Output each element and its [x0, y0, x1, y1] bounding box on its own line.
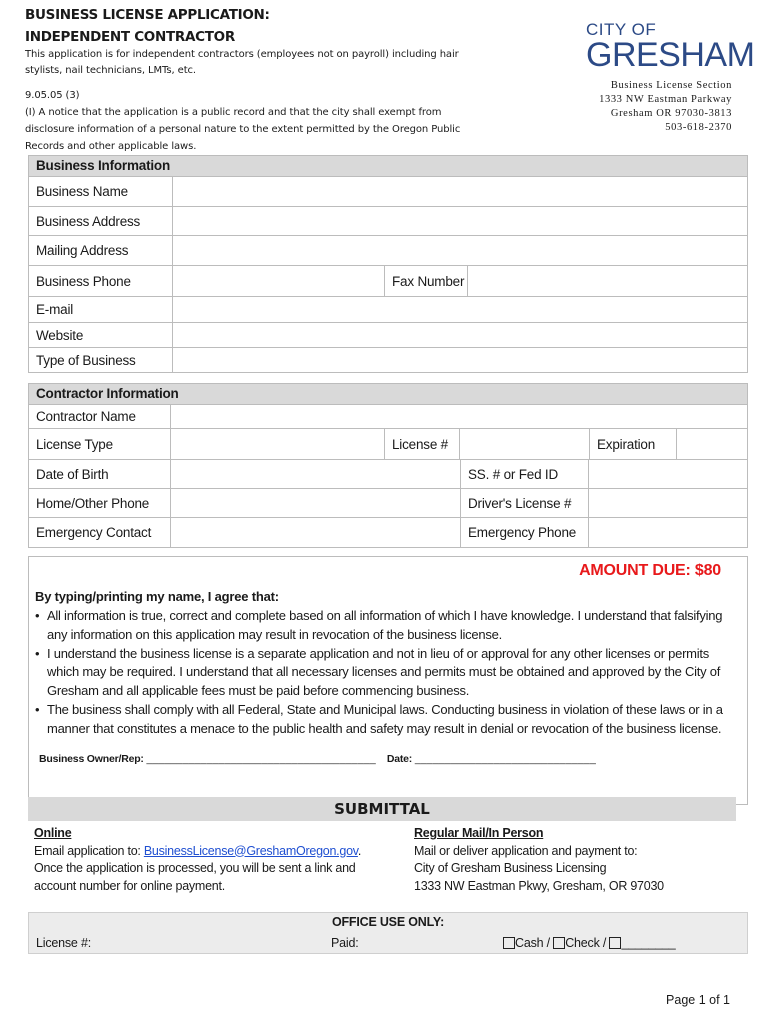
check-label: Check / — [565, 936, 607, 950]
drivers-license-field[interactable] — [589, 489, 747, 517]
emergency-row — [29, 517, 747, 547]
business-type-row — [29, 347, 747, 372]
intro-text: This application is for independent contractors (employees not on payroll) including hair stylists, nail technicians, LMTs, etc. — [25, 49, 459, 76]
business-address-field[interactable] — [173, 207, 747, 235]
office-line2: 1333 NW Eastman Parkway — [599, 94, 732, 105]
agreement-title: By typing/printing my name, I agree that: — [35, 589, 279, 604]
license-row — [29, 428, 747, 459]
agreement-bullet-3: • The business shall comply with all Federal, State and Municipal laws. Conducting business in violation of these laws or in a manner that constitutes a menace to the public health and safety may result in denial or revocation of the business license. — [35, 701, 723, 736]
mail-submittal — [414, 825, 744, 895]
online-title: Online — [34, 826, 72, 840]
business-type-label: Type of Business — [36, 352, 136, 368]
business-info-heading: Business Information — [29, 156, 747, 176]
mailing-address-row — [29, 235, 747, 265]
mailing-address-label: Mailing Address — [36, 243, 129, 258]
business-type-field[interactable] — [173, 348, 747, 372]
notice-ref: 9.05.05 (3) — [25, 90, 80, 101]
public-record-notice — [25, 87, 475, 155]
contractor-info-heading: Contractor Information — [29, 384, 747, 404]
signature-line — [39, 753, 596, 765]
agreement-bullets — [35, 607, 735, 739]
agreement-bullet-2: • I understand the business license is a separate application and not in lieu of or approval for any other licenses or permits which may be required. I understand that all necessary licenses and permits must be obtained and approved by the City of Gresham and all applicable fees must be paid before commencing business. — [35, 645, 721, 699]
business-name-row — [29, 176, 747, 206]
ssn-field[interactable] — [589, 460, 747, 488]
mail-line1: Mail or deliver application and payment to: — [414, 843, 638, 858]
business-info-section — [28, 155, 748, 373]
drivers-license-label: Driver's License # — [468, 495, 572, 511]
logo-gresham: GRESHAM — [586, 36, 755, 74]
home-phone-label: Home/Other Phone — [36, 495, 150, 511]
home-phone-row — [29, 488, 747, 517]
online-instructions: Once the application is processed, you will be sent a link and account number for online payment. — [34, 861, 356, 893]
license-type-field[interactable] — [171, 429, 384, 459]
mail-line3: 1333 NW Eastman Pkwy, Gresham, OR 97030 — [414, 878, 664, 893]
business-name-label: Business Name — [36, 184, 128, 199]
license-type-label: License Type — [36, 436, 113, 452]
business-name-field[interactable] — [173, 177, 747, 206]
emergency-phone-field[interactable] — [589, 518, 747, 547]
mail-title: Regular Mail/In Person — [414, 826, 544, 840]
website-row — [29, 322, 747, 347]
other-line: ________ — [621, 936, 676, 950]
license-number-field[interactable] — [460, 429, 589, 459]
home-phone-field[interactable] — [171, 489, 460, 517]
contractor-name-field[interactable] — [171, 405, 747, 428]
date-label: Date: — [386, 753, 413, 765]
owner-rep-label: Business Owner/Rep: — [39, 753, 144, 765]
expiration-field[interactable] — [677, 429, 747, 459]
form-title-line1: BUSINESS LICENSE APPLICATION: — [25, 7, 270, 23]
email-link[interactable]: BusinessLicense@GreshamOregon.gov — [143, 843, 358, 858]
ssn-label: SS. # or Fed ID — [468, 466, 559, 482]
online-submittal — [34, 825, 374, 895]
contractor-name-label: Contractor Name — [36, 409, 136, 424]
agreement-section — [28, 556, 748, 805]
emergency-contact-label: Emergency Contact — [36, 525, 152, 540]
office-paid-label: Paid: — [331, 936, 359, 950]
office-line4: 503-618-2370 — [665, 122, 732, 133]
contractor-info-section — [28, 383, 748, 548]
notice-text: (I) A notice that the application is a public record and that the city shall exempt from disclosure information of a personal nature to the extent permitted by the Oregon Public Records and other applicable laws. — [25, 107, 461, 152]
license-number-label: License # — [392, 436, 448, 452]
expiration-label: Expiration — [597, 436, 656, 452]
business-phone-field[interactable] — [173, 266, 383, 296]
emergency-phone-label: Emergency Phone — [468, 525, 577, 540]
email-row — [29, 296, 747, 322]
website-field[interactable] — [173, 323, 747, 347]
form-title-line2: INDEPENDENT CONTRACTOR — [25, 29, 235, 45]
city-logo — [586, 20, 755, 74]
email-field[interactable] — [173, 297, 747, 322]
email-label: E-mail — [36, 302, 74, 317]
fax-number-field[interactable] — [468, 266, 747, 296]
owner-rep-field[interactable]: ______________________________________ — [146, 753, 376, 765]
contractor-name-row — [29, 404, 747, 428]
check-checkbox[interactable] — [553, 937, 565, 949]
payment-method — [503, 936, 676, 950]
business-address-row — [29, 206, 747, 235]
office-address — [599, 79, 732, 135]
form-title — [25, 5, 270, 47]
cash-checkbox[interactable] — [503, 937, 515, 949]
agreement-bullet-1: • All information is true, correct and complete based on all information of which I have knowledge. I understand that falsifying any information on this application may result in revocation of the business license. — [35, 608, 723, 642]
office-use-section — [28, 912, 748, 954]
page-number: Page 1 of 1 — [666, 993, 730, 1007]
emergency-contact-field[interactable] — [171, 518, 460, 547]
website-label: Website — [36, 327, 84, 343]
date-field[interactable]: ______________________________ — [414, 753, 597, 765]
dob-row — [29, 459, 747, 488]
office-license-label: License #: — [36, 936, 91, 950]
office-line3: Gresham OR 97030-3813 — [610, 108, 732, 119]
other-checkbox[interactable] — [609, 937, 621, 949]
cash-label: Cash / — [515, 936, 550, 950]
mail-line2: City of Gresham Business Licensing — [414, 861, 607, 875]
business-phone-label: Business Phone — [36, 273, 131, 289]
mailing-address-field[interactable] — [173, 236, 747, 265]
online-email-line: Email application to: BusinessLicense@GreshamOregon.gov. — [34, 843, 362, 858]
logo-city-of: CITY OF — [586, 20, 657, 39]
business-address-label: Business Address — [36, 213, 141, 229]
dob-label: Date of Birth — [36, 466, 109, 482]
office-use-heading: OFFICE USE ONLY: — [331, 915, 445, 929]
business-phone-row — [29, 265, 747, 296]
dob-field[interactable] — [171, 460, 460, 488]
amount-due: AMOUNT DUE: $80 — [579, 562, 721, 579]
office-line1: Business License Section — [610, 80, 732, 91]
submittal-heading: SUBMITTAL — [28, 797, 736, 821]
fax-number-label: Fax Number — [392, 273, 465, 289]
